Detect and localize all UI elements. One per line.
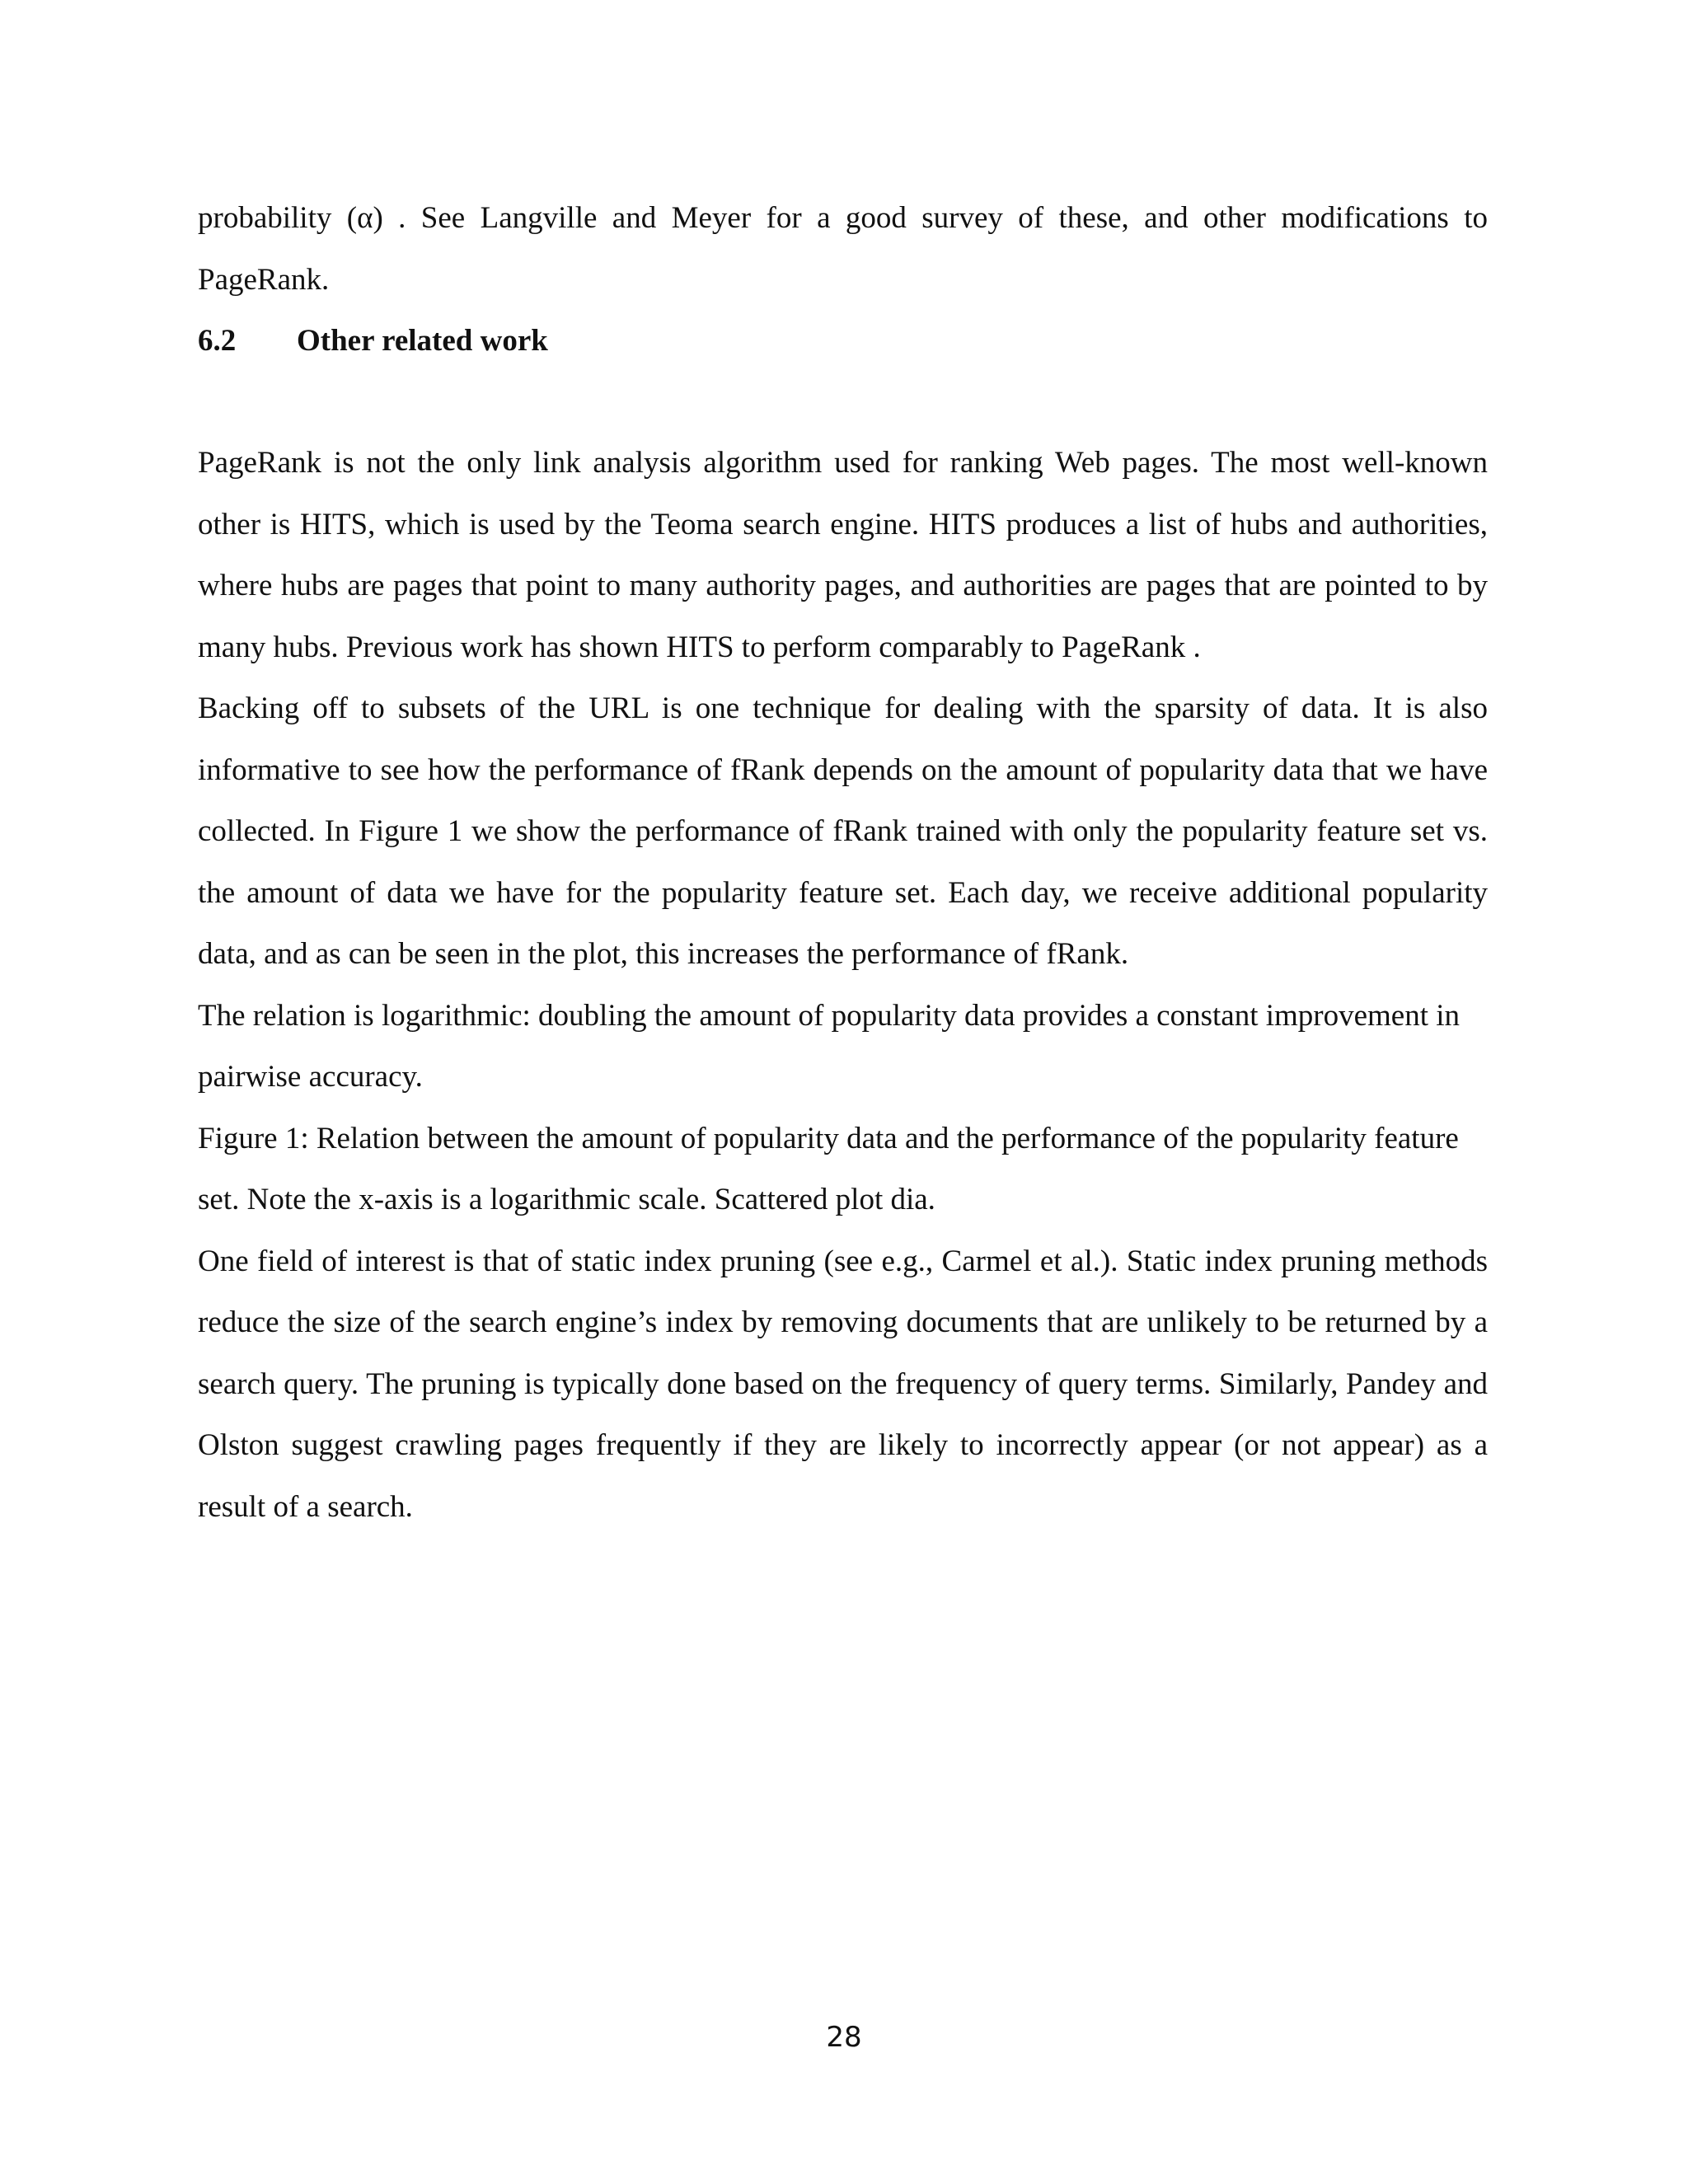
paragraph-pagerank-hits: PageRank is not the only link analysis algorithm used for ranking Web pages. The most well-known other is HITS, which is used by the Teoma search engine. HITS produces a list of hubs and authorities, where hubs are pages that point to many authority pages, and authorities are pages that are pointed to by many hubs. Previous work has shown HITS to perform comparably to PageRank . xyxy=(198,446,1488,664)
paragraph-backing-off: Backing off to subsets of the URL is one technique for dealing with the sparsity of data. It is also informative to see how the performance of fRank depends on the amount of popularity data that we have collected. In Figure 1 we show the performance of fRank trained with only the popularity feature set vs. the amount of data we have for the popularity feature set. Each day, we receive additional popularity data, and as can be seen in the plot, this increases the performance of fRank. xyxy=(198,691,1488,971)
page-number: 28 xyxy=(826,2021,862,2054)
paragraph-logarithmic: The relation is logarithmic: doubling the amount of popularity data provides a constant improvement in pairwise accuracy. xyxy=(198,998,1461,1094)
intro-paragraph: probability (α) . See Langville and Meyer for a good survey of these, and other modifications to PageRank. xyxy=(198,201,1488,297)
figure-caption: Figure 1: Relation between the amount of popularity data and the performance of the popularity feature set. Note the x-axis is a logarithmic scale. Scattered plot dia. xyxy=(198,1121,1459,1216)
section-heading xyxy=(198,311,1488,372)
paragraph-index-pruning: One field of interest is that of static index pruning (see e.g., Carmel et al.). Static index pruning methods reduce the size of the search engine’s index by removing documents that are unlikely to be returned by a search query. The pruning is typically done based on the frequency of query terms. Similarly, Pandey and Olston suggest crawling pages frequently if they are likely to incorrectly appear (or not appear) as a result of a search. xyxy=(198,1244,1488,1524)
page-content xyxy=(198,188,1488,1538)
section-number: 6.2 xyxy=(198,324,237,358)
section-title: Other related work xyxy=(297,324,548,358)
